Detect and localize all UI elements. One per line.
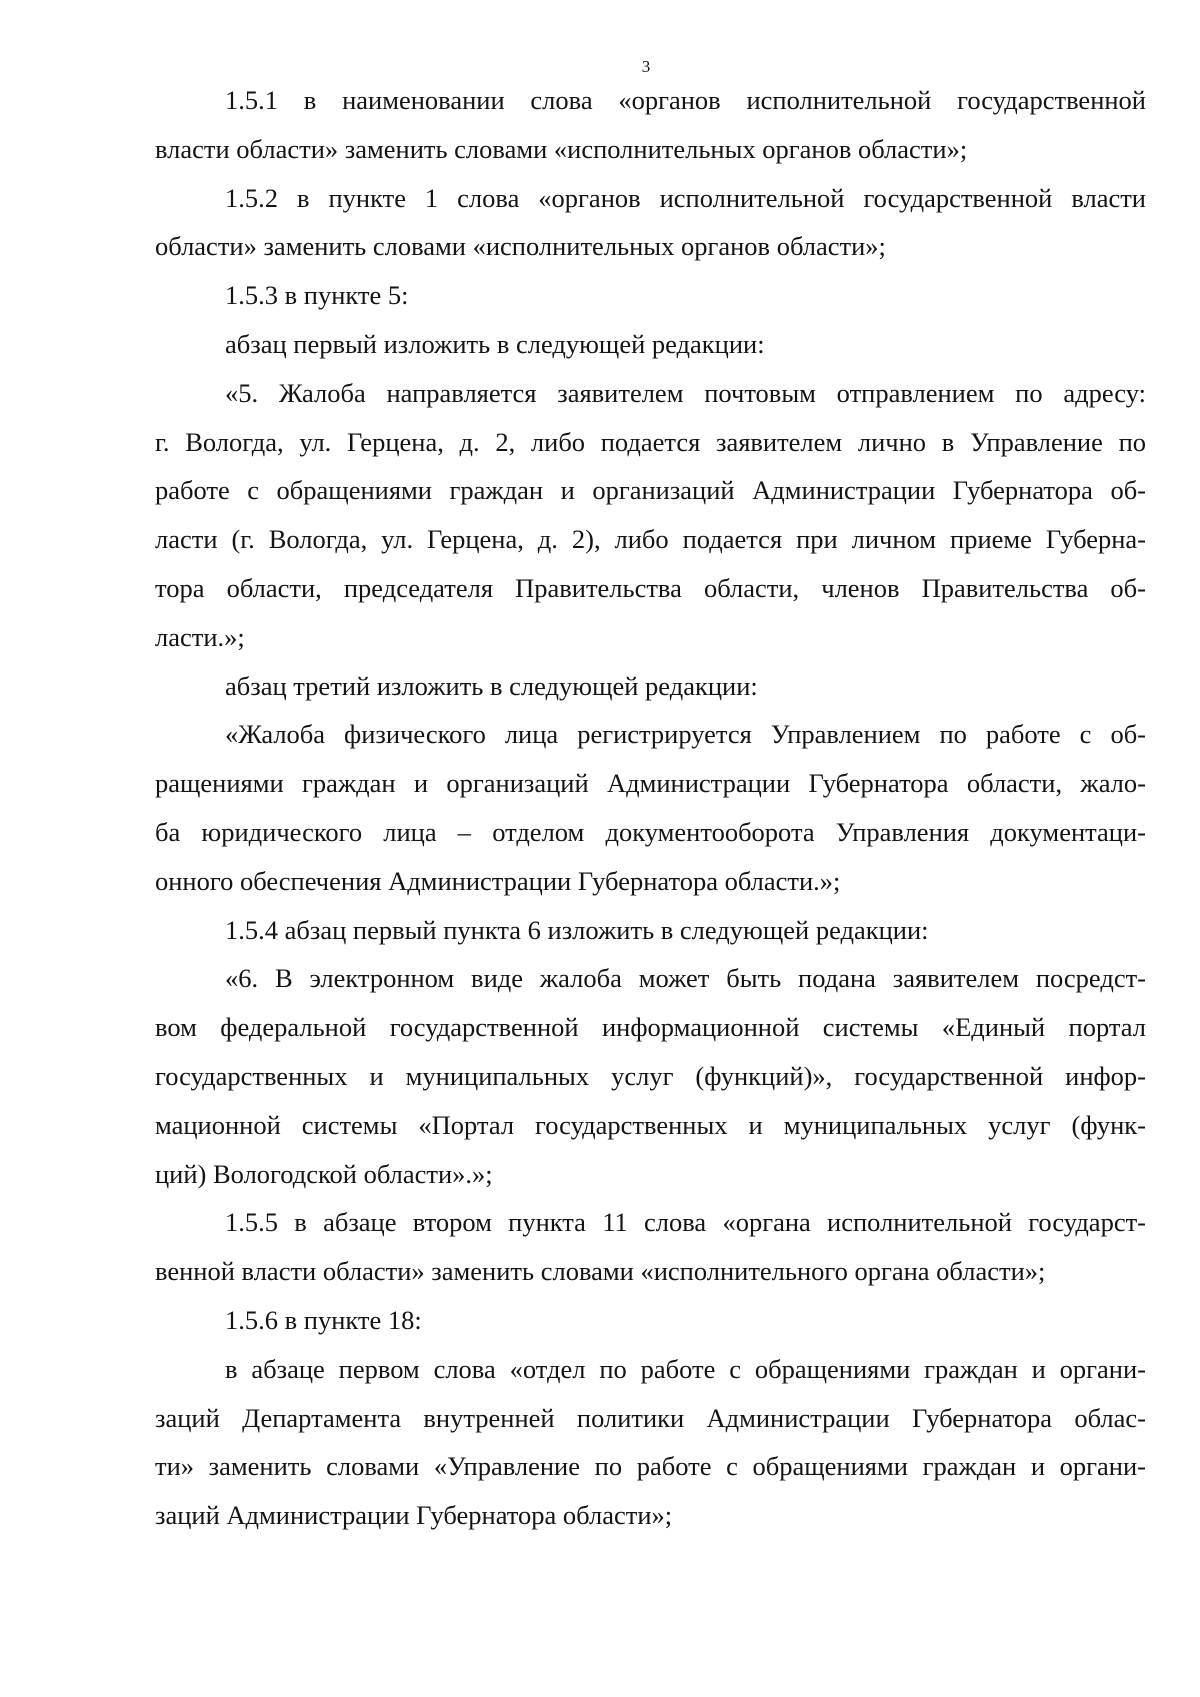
text-line: г. Вологда, ул. Герцена, д. 2, либо подается заявителем лично в Управление по <box>155 426 1146 457</box>
text-line: 1.5.4 абзац первый пункта 6 изложить в следующей редакции: <box>225 914 929 945</box>
text-line: мационной системы «Портал государственных и муниципальных услуг (функ- <box>155 1109 1146 1140</box>
text-line: онного обеспечения Администрации Губернатора области.»; <box>155 865 841 896</box>
text-line: 1.5.6 в пункте 18: <box>225 1304 422 1335</box>
text-line: абзац третий изложить в следующей редакции: <box>225 670 758 701</box>
text-line: ласти.»; <box>155 621 245 652</box>
text-line: заций Департамента внутренней политики Администрации Губернатора облас- <box>155 1402 1146 1433</box>
text-line: «5. Жалоба направляется заявителем почтовым отправлением по адресу: <box>225 377 1146 408</box>
text-line: области» заменить словами «исполнительных органов области»; <box>155 231 886 262</box>
document-body <box>155 76 1146 1540</box>
text-line: работе с обращениями граждан и организаций Администрации Губернатора об- <box>155 475 1146 506</box>
text-line: «Жалоба физического лица регистрируется Управлением по работе с об- <box>225 719 1146 750</box>
text-line: венной власти области» заменить словами «исполнительного органа области»; <box>155 1256 1046 1287</box>
text-line: ба юридического лица – отделом документооборота Управления документаци- <box>155 816 1146 847</box>
text-line: заций Администрации Губернатора области»; <box>155 1500 673 1531</box>
text-line: 1.5.2 в пункте 1 слова «органов исполнительной государственной власти <box>225 182 1146 213</box>
text-line: ти» заменить словами «Управление по работе с обращениями граждан и органи- <box>155 1451 1146 1482</box>
text-line: «6. В электронном виде жалоба может быть подана заявителем посредст- <box>225 963 1146 994</box>
page-number: 3 <box>641 57 651 76</box>
text-line: абзац первый изложить в следующей редакции: <box>225 328 765 359</box>
text-line: ций) Вологодской области».»; <box>155 1158 493 1189</box>
text-line: тора области, председателя Правительства области, членов Правительства об- <box>155 572 1146 603</box>
text-line: вом федеральной государственной информационной системы «Единый портал <box>155 1012 1146 1043</box>
text-line: в абзаце первом слова «отдел по работе с обращениями граждан и органи- <box>225 1353 1146 1384</box>
text-line: 1.5.1 в наименовании слова «органов исполнительной государственной <box>225 85 1146 115</box>
text-line: власти области» заменить словами «исполнительных органов области»; <box>155 133 968 164</box>
text-line: 1.5.3 в пункте 5: <box>225 280 409 311</box>
text-line: 1.5.5 в абзаце втором пункта 11 слова «органа исполнительной государст- <box>225 1207 1146 1238</box>
text-line: ращениями граждан и организаций Администрации Губернатора области, жало- <box>155 768 1146 799</box>
text-line: государственных и муниципальных услуг (функций)», государственной инфор- <box>155 1060 1146 1091</box>
text-line: ласти (г. Вологда, ул. Герцена, д. 2), либо подается при личном приеме Губерна- <box>155 524 1146 555</box>
